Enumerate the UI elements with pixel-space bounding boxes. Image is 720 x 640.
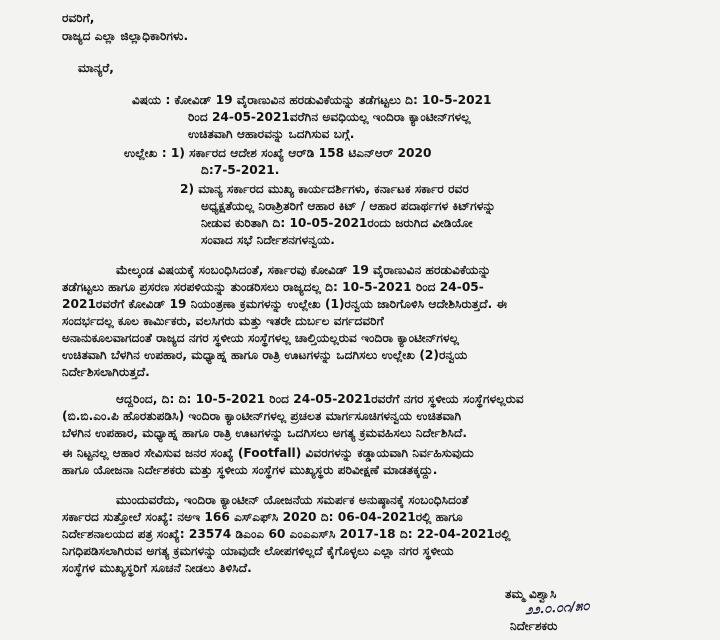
paragraph-line: ನಿಗಧಿಪಡಿಸಲಾಗಿರುವ ಅಗತ್ಯ ಕ್ರಮಗಳನ್ನು ಯಾವುದೇ ಲೋಪಗಳಿಲ್ಲದೆ ಕೈಗೊಳ್ಳಲು ಎಲ್ಲಾ ನಗರ ಸ್ಥಳೀಯ — [62, 544, 454, 558]
paragraph-line: ಆದ್ದರಿಂದ, ದಿ: ದಿ: 10-5-2021 ರಿಂದ 24-05-2021ರವರೆಗೆ ನಗರ ಸ್ಥಳೀಯ ಸಂಸ್ಥೆಗಳಲ್ಲರುವ — [116, 392, 524, 406]
reference-line: 2) ಮಾನ್ಯ ಸರ್ಕಾರದ ಮುಖ್ಯ ಕಾರ್ಯದರ್ಶಿಗಳು, ಕರ್ನಾಟಕ ಸರ್ಕಾರ ರವರ — [180, 182, 469, 196]
signature: ೨೨.೦.೦೧/೫೦ — [524, 598, 591, 619]
reference-line: ಸಂವಾದ ಸಭೆ ನಿರ್ದೇಶನಗಳನ್ವಯ. — [201, 233, 335, 247]
addressee-to: ರವರಿಗೆ, — [62, 11, 95, 25]
paragraph-line: ತಡೆಗಟ್ಟಲು ಹಾಗೂ ಪ್ರಸರಣ ಸರಪಳಿಯನ್ನು ತುಂಡರಿಸಲು ರಾಜ್ಯದಲ್ಲ ದಿ: 10-5-2021 ರಿಂದ 24-05- — [62, 280, 484, 294]
paragraph-line: ನಿರ್ದೇಶಿಸಲಾಗಿರುತ್ತದೆ. — [62, 365, 150, 379]
closing-yours: ತಮ್ಮ ವಿಶ್ವಾಸಿ — [505, 587, 557, 601]
paragraph-line: 2021ರವರೆಗೆ ಕೋವಿಡ್ 19 ನಿಯಂತ್ರಣಾ ಕ್ರಮಗಳನ್ನು ಉಲ್ಲೇಖ (1)ರನ್ವಯ ಜಾರಿಗೊಳಿಸಿ ಆದೇಶಿಸಿರುತ್ತದೆ. ಈ — [62, 297, 508, 311]
paragraph-line: (ಬಿ.ಬಿ.ಎಂ.ಪಿ ಹೊರತುಪಡಿಸಿ) ಇಂದಿರಾ ಕ್ಯಾಂಟೀನ್‌ಗಳಲ್ಲ ಪ್ರಚಲತ ಮಾರ್ಗಸೂಚಿಗಳನ್ವಯ ಉಚಿತವಾಗಿ — [62, 409, 462, 423]
paragraph-line: ಈ ನಿಟ್ಟನಲ್ಲ ಆಹಾರ ಸೇವಿಸುವ ಜನರ ಸಂಖ್ಯೆ (Footfall) ವಿವರಗಳನ್ನು ಕಡ್ಡಾಯವಾಗಿ ನಿರ್ವಹಿಸುವುದು — [62, 446, 474, 460]
addressee-recipients: ರಾಜ್ಯದ ಎಲ್ಲಾ ಜಿಲ್ಲಾಧಿಕಾರಿಗಳು. — [62, 29, 189, 43]
paragraph-line: ಸಂದರ್ಭದಲ್ಲ ಕೂಲ ಕಾರ್ಮಿಕರು, ವಲಸಿಗರು ಮತ್ತು ಇತರೇ ದುರ್ಬಲ ವರ್ಗದವರಿಗೆ — [62, 314, 384, 328]
paragraph-line: ಸಂಸ್ಥೆಗಳ ಮುಖ್ಯಸ್ಥರಿಗೆ ಸೂಚನೆ ನೀಡಲು ತಿಳಿಸಿದೆ. — [62, 561, 252, 575]
paragraph-line: ಮುಂದುವರೆದು, ಇಂದಿರಾ ಕ್ಯಾಂಟೀನ್ ಯೋಜನೆಯ ಸಮರ್ಪಕ ಅನುಷ್ಠಾನಕ್ಕೆ ಸಂಬಂಧಿಸಿದಂತೆ — [116, 493, 469, 507]
reference-line: ದಿ:7-5-2021. — [201, 163, 280, 177]
subject-line: ವಿಷಯ : ಕೋವಿಡ್ 19 ವೈರಾಣುವಿನ ಹರಡುವಿಕೆಯನ್ನು ತಡೆಗಟ್ಟಲು ದಿ: 10-5-2021 — [132, 93, 492, 107]
subject-line: ರಿಂದ 24-05-2021ವರೆಗಿನ ಅವಧಿಯಲ್ಲ ಇಂದಿರಾ ಕ್ಯಾಂಟೀನ್‌ಗಳಲ್ಲ — [188, 110, 471, 124]
reference-line: ಉಲ್ಲೇಖ : 1) ಸರ್ಕಾರದ ಆದೇಶ ಸಂಖ್ಯೆ ಆರ್‌ಡಿ 158 ಟಿಎನ್‌ಆರ್ 2020 — [124, 146, 432, 160]
reference-line: ಅಧ್ಯಕ್ಷತೆಯಲ್ಲ ನಿರಾಶ್ರಿತರಿಗೆ ಆಹಾರ ಕಿಟ್ / ಆಹಾರ ಪದಾರ್ಥಗಳ ಕಿಟ್‌ಗಳನ್ನು — [201, 199, 496, 213]
paragraph-line: ಉಚಿತವಾಗಿ ಬೆಳಗಿನ ಉಪಹಾರ, ಮಧ್ಯಾಹ್ನ ಹಾಗೂ ರಾತ್ರಿ ಊಟಗಳನ್ನು ಒದಗಿಸಲು ಉಲ್ಲೇಖ (2)ರನ್ವಯ — [62, 348, 468, 362]
salutation: ಮಾನ್ಯರೆ, — [78, 61, 114, 75]
paragraph-line: ಹಾಗೂ ಯೋಜನಾ ನಿರ್ದೇಶಕರು ಮತ್ತು ಸ್ಥಳೀಯ ಸಂಸ್ಥೆಗಳ ಮುಖ್ಯಸ್ಥರು ಪರಿವೀಕ್ಷಣೆ ಮಾಡತಕ್ಕದ್ದು. — [62, 463, 438, 477]
subject-line: ಉಚಿತವಾಗಿ ಆಹಾರವನ್ನು ಒದಗಿಸುವ ಬಗ್ಗೆ. — [188, 127, 355, 141]
designation: ನಿರ್ದೇಶಕರು — [510, 619, 558, 633]
paragraph-line: ಅನಾನುಕೂಲವಾಗದಂತೆ ರಾಜ್ಯದ ನಗರ ಸ್ಥಳೀಯ ಸಂಸ್ಥೆಗಳಲ್ಲ ಚಾಲ್ತಿಯಲ್ಲರುವ ಇಂದಿರಾ ಕ್ಯಾಂಟೀನ್‌ಗಳಲ್ಲ — [62, 331, 459, 345]
reference-line: ನೀಡುವ ಕುರಿತಾಗಿ ದಿ: 10-05-2021ರಂದು ಜರುಗಿದ ವೀಡಿಯೋ — [201, 216, 473, 230]
paragraph-line: ನಿರ್ದೇಶನಾಲಯದ ಪತ್ರ ಸಂಖ್ಯೆ: 23574 ಡಿಎಂಎ 60 ಎಂಎಎಸ್‌ಸಿ 2017-18 ದಿ: 22-04-2021ರಲ್ಲಿ — [62, 527, 511, 541]
paragraph-line: ಬೆಳಗಿನ ಉಪಹಾರ, ಮಧ್ಯಾಹ್ನ ಹಾಗೂ ರಾತ್ರಿ ಊಟಗಳನ್ನು ಒದಗಿಸಲು ಅಗತ್ಯ ಕ್ರಮವಹಿಸಲು ನಿರ್ದೇಶಿಸಿದೆ. — [62, 426, 468, 440]
paragraph-line: ಸರ್ಕಾರದ ಸುತ್ತೋಲೆ ಸಂಖ್ಯೆ: ನಅಇ 166 ಎಸ್‌ಎಫ್‌ಸಿ 2020 ದಿ: 06-04-2021ರಲ್ಲಿ ಹಾಗೂ — [62, 510, 463, 524]
paragraph-line: ಮೇಲ್ಕಂಡ ವಿಷಯಕ್ಕೆ ಸಂಬಂಧಿಸಿದಂತೆ, ಸರ್ಕಾರವು ಕೋವಿಡ್ 19 ವೈರಾಣುವಿನ ಹರಡುವಿಕೆಯನ್ನು — [116, 263, 491, 277]
